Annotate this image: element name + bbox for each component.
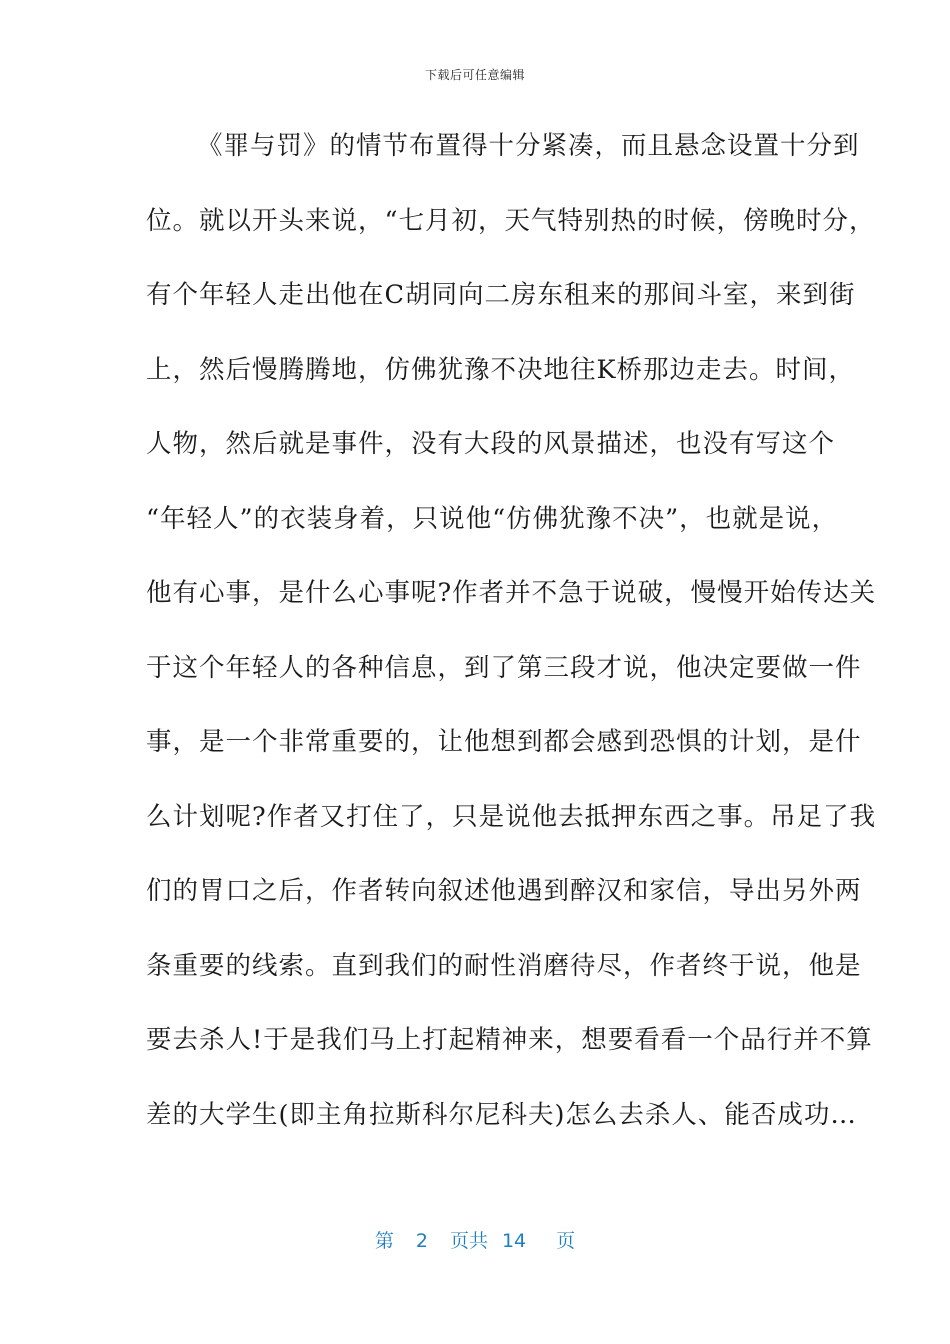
- text-line: 人物，然后就是事件，没有大段的风景描述，也没有写这个: [146, 429, 836, 459]
- footer-suffix: 页: [556, 1230, 576, 1252]
- text-line: 们的胃口之后，作者转向叙述他遇到醉汉和家信，导出另外两: [146, 876, 862, 906]
- body-text: [146, 120, 877, 1163]
- text-line: 么计划呢?作者又打住了，只是说他去抵押东西之事。吊足了我: [146, 801, 877, 832]
- text-line: 差的大学生(即主角拉斯科尔尼科夫)怎么去杀人、能否成功…: [146, 1099, 857, 1130]
- current-page-number: 2: [415, 1230, 428, 1252]
- text-line: 他有心事，是什么心事呢?作者并不急于说破，慢慢开始传达关: [146, 578, 877, 608]
- footer-middle: 页共: [449, 1230, 488, 1252]
- text-line: 要去杀人!于是我们马上打起精神来，想要看看一个品行并不算: [146, 1025, 873, 1055]
- page-footer: [0, 1226, 950, 1253]
- text-line: “年轻人”的衣装身着，只说他“仿佛犹豫不决”，也就是说，: [146, 503, 839, 534]
- text-line: 位。就以开头来说，“七月初，天气特别热的时候，傍晚时分，: [146, 205, 876, 236]
- text-line: 于这个年轻人的各种信息，到了第三段才说，他决定要做一件: [146, 652, 862, 683]
- header-note: 下载后可任意编辑: [424, 68, 525, 82]
- footer-prefix: 第: [374, 1230, 394, 1252]
- text-line: 上，然后慢腾腾地，仿佛犹豫不决地往K桥那边走去。时间，: [146, 354, 856, 385]
- text-line: 有个年轻人走出他在C胡同向二房东租来的那间斗室，来到街: [146, 280, 856, 310]
- total-pages-number: 14: [501, 1230, 527, 1252]
- text-line: 《罪与罚》的情节布置得十分紧凑，而且悬念设置十分到: [197, 131, 860, 161]
- text-line: 条重要的线索。直到我们的耐性消磨待尽，作者终于说，他是: [146, 950, 862, 981]
- text-line: 事，是一个非常重要的，让他想到都会感到恐惧的计划，是什: [146, 727, 862, 757]
